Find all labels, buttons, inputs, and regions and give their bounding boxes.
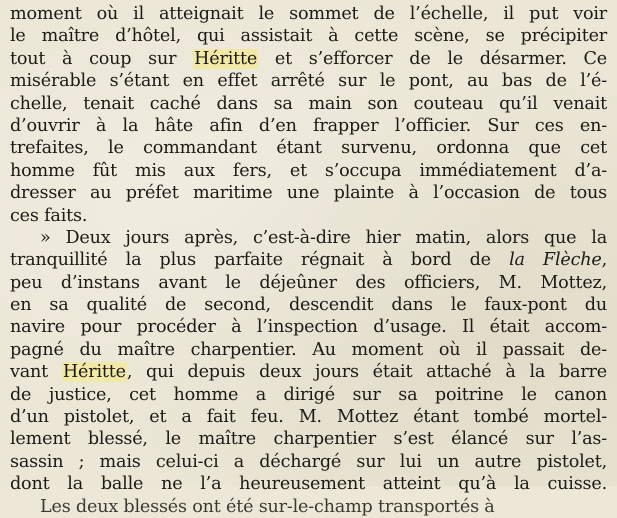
text-line: [10, 249, 607, 271]
highlighted-name: Héritte: [194, 48, 258, 69]
text-line: sassin ; mais celui-ci a déchargé sur lui un autre pistolet,: [10, 451, 607, 472]
text-fragment: , qui depuis deux jours était attaché à la barre: [126, 362, 607, 383]
text-line: de justice, cet homme a dirigé sur sa poitrine le canon: [10, 384, 607, 405]
text-line: chelle, tenait caché dans sa main son couteau qu’il venait: [10, 93, 607, 114]
article-column: [10, 3, 607, 518]
text-line: [10, 361, 607, 383]
text-fragment: et s’efforcer de le désarmer. Ce: [258, 48, 607, 69]
text-fragment: tranquillité la plus parfaite régnait à bord de: [10, 250, 510, 271]
text-line: [10, 48, 607, 70]
text-line: lement blessé, le maître charpentier s’est élancé sur l’as-: [10, 429, 607, 450]
paragraph-start-line: » Deux jours après, c’est-à-dire hier matin, alors que la: [40, 227, 607, 248]
text-line: navire pour procéder à l’inspection d’usage. Il était accom-: [10, 317, 607, 338]
text-line: homme fût mis aux fers, et s’occupa immédiatement d’a-: [10, 160, 607, 181]
text-line: le maître d’hôtel, qui assistait à cette scène, se précipiter: [10, 26, 607, 47]
text-fragment: ,: [601, 250, 607, 271]
text-line: en sa qualité de second, descendit dans le faux-pont du: [10, 295, 607, 316]
text-line: misérable s’étant en effet arrêté sur le pont, au bas de l’é-: [10, 71, 607, 92]
text-line: peu d’instans avant le déjeûner des officiers, M. Mottez,: [10, 272, 607, 293]
highlighted-name: Héritte: [62, 362, 126, 383]
text-line: trefaites, le commandant étant survenu, ordonna que cet: [10, 138, 607, 159]
ship-name: la Flèche: [509, 250, 602, 271]
text-line: pagné du maître charpentier. Au moment où il passait de-: [10, 339, 607, 360]
partial-text-line: Les deux blessés ont été sur-le-champ transportés à: [40, 496, 495, 517]
text-fragment: vant: [10, 362, 62, 383]
text-fragment: tout à coup sur: [10, 48, 194, 69]
text-line: dresser au préfet maritime une plainte à l’occasion de tous: [10, 183, 607, 204]
text-line: dont la balle ne l’a heureusement atteint qu’à la cuisse.: [10, 474, 607, 495]
text-line: moment où il atteignait le sommet de l’échelle, il put voir: [10, 4, 607, 24]
text-line: ces faits.: [10, 205, 88, 226]
text-line: d’ouvrir à la hâte afin d’en frapper l’officier. Sur ces en-: [10, 115, 607, 136]
text-line: d’un pistolet, et a fait feu. M. Mottez étant tombé mortel-: [10, 407, 607, 428]
